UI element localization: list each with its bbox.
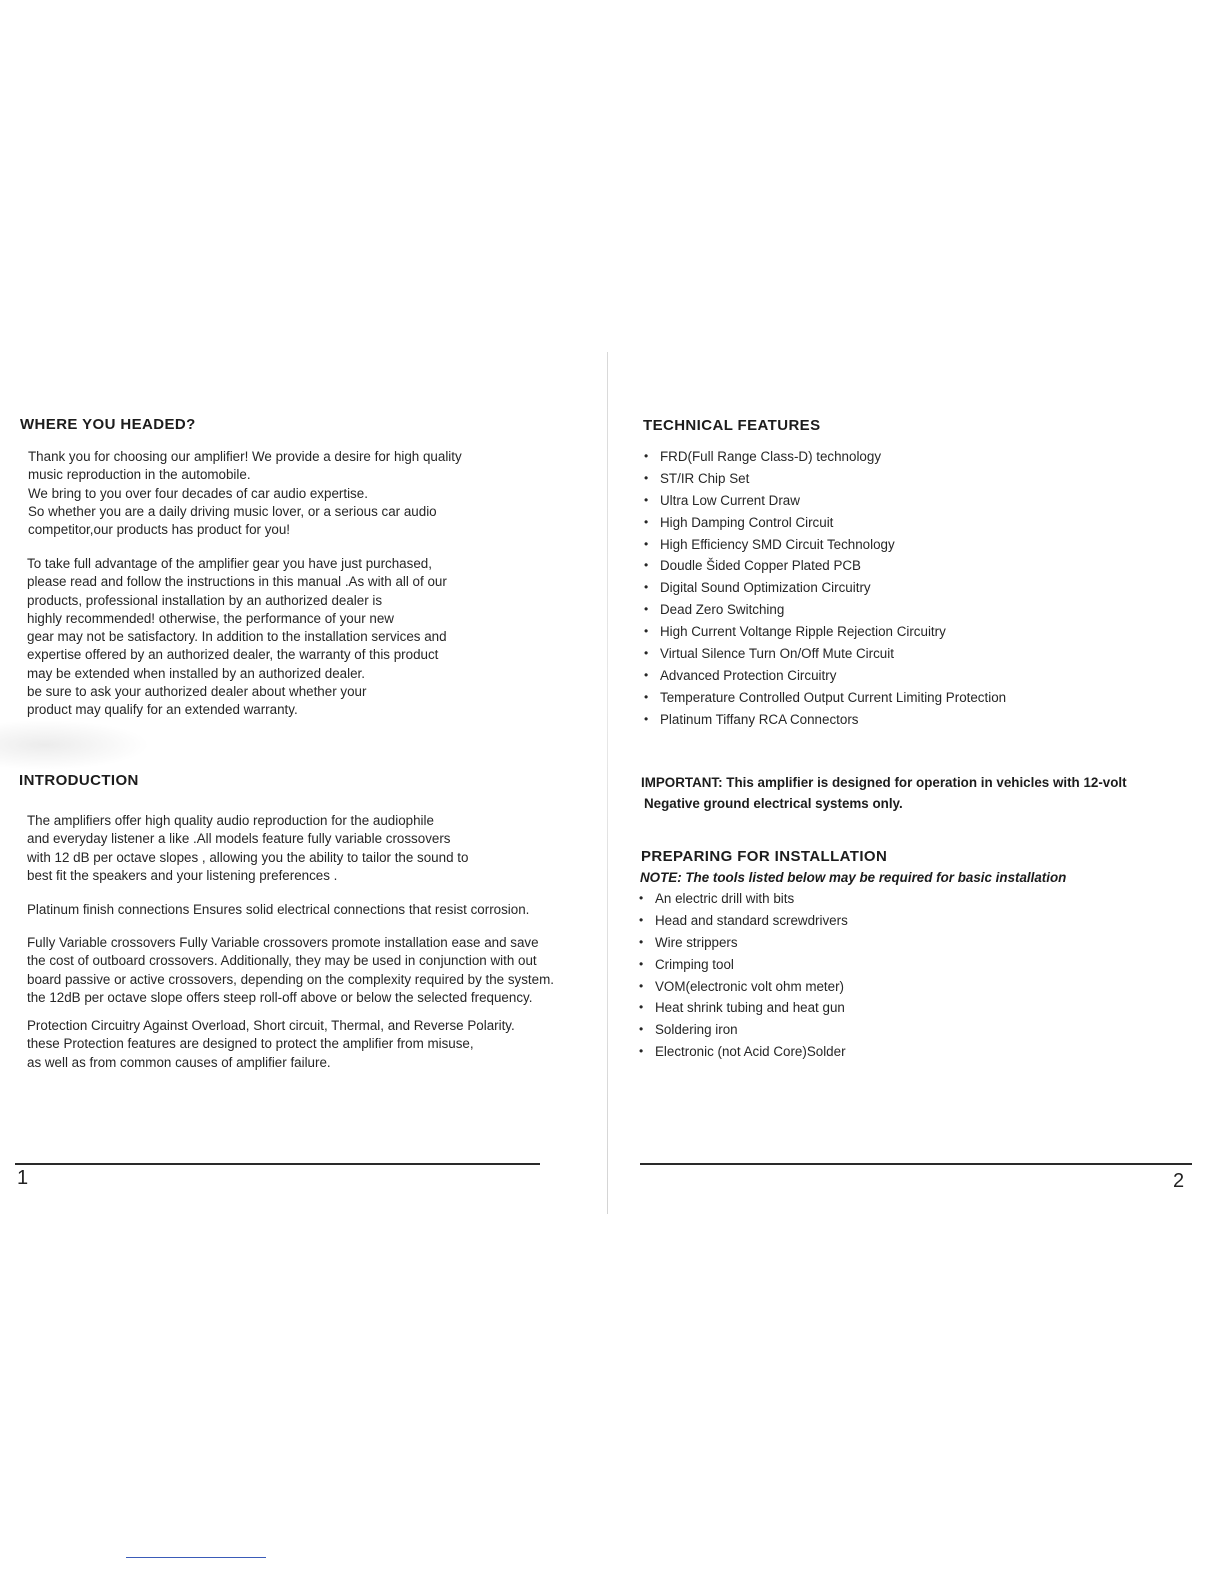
text-line: We bring to you over four decades of car audio expertise. <box>28 485 368 501</box>
list-item: • Ultra Low Current Draw <box>642 490 1006 512</box>
text-line: So whether you are a daily driving music lover, or a serious car audio <box>28 503 437 519</box>
text-line: expertise offered by an authorized dealer, the warranty of this product <box>27 647 439 663</box>
list-item: • Soldering iron <box>637 1019 848 1041</box>
text-line: competitor,our products has product for you! <box>28 522 290 538</box>
paragraph-crossovers <box>27 934 554 1007</box>
list-item: • VOM(electronic volt ohm meter) <box>637 976 848 998</box>
text-line: board passive or active crossovers, depending on the complexity required by the system. <box>27 971 554 987</box>
list-item: • Wire strippers <box>637 932 848 954</box>
list-item: • Dead Zero Switching <box>642 599 1006 621</box>
text-line: may be extended when installed by an authorized dealer. <box>27 665 365 681</box>
page-fold-line <box>607 352 608 1214</box>
text-line: Protection Circuitry Against Overload, Short circuit, Thermal, and Reverse Polarity. <box>27 1018 515 1033</box>
text-line: Fully Variable crossovers Fully Variable crossovers promote installation ease and save <box>27 935 539 950</box>
list-item: • Digital Sound Optimization Circuitry <box>642 577 1006 599</box>
list-item: • Virtual Silence Turn On/Off Mute Circuit <box>642 643 1006 665</box>
important-line: Negative ground electrical systems only. <box>644 796 903 811</box>
list-item: • High Damping Control Circuit <box>642 512 1006 534</box>
list-item: • Temperature Controlled Output Current Limiting Protection <box>642 687 1006 709</box>
technical-features-list <box>642 446 1006 731</box>
text-line: the cost of outboard crossovers. Additionally, they may be used in conjunction with out <box>27 953 537 969</box>
bottom-underline-mark <box>126 1557 266 1558</box>
list-item: • FRD(Full Range Class-D) technology <box>642 446 1006 468</box>
page-number-left: 1 <box>17 1167 29 1189</box>
scan-shadow <box>0 720 150 770</box>
important-line: IMPORTANT: This amplifier is designed for operation in vehicles with 12-volt <box>641 775 1127 790</box>
list-item: • High Efficiency SMD Circuit Technology <box>642 534 1006 556</box>
text-line: please read and follow the instructions in this manual .As with all of our <box>27 574 447 590</box>
paragraph-introduction <box>27 812 468 885</box>
text-line: Thank you for choosing our amplifier! We provide a desire for high quality <box>28 449 462 464</box>
text-line: these Protection features are designed to protect the amplifier from misuse, <box>27 1036 474 1052</box>
list-item: • ST/IR Chip Set <box>642 468 1006 490</box>
heading-preparing-installation: PREPARING FOR INSTALLATION <box>641 848 888 865</box>
text-line: product may qualify for an extended warranty. <box>27 702 298 718</box>
paragraph-thank-you <box>28 448 462 539</box>
heading-technical-features: TECHNICAL FEATURES <box>643 417 821 434</box>
heading-introduction: INTRODUCTION <box>19 772 139 789</box>
paragraph-full-advantage <box>27 555 447 720</box>
heading-where-you-headed: WHERE YOU HEADED? <box>20 416 196 433</box>
paragraph-protection <box>27 1017 515 1072</box>
list-item: • An electric drill with bits <box>637 888 848 910</box>
text-line: gear may not be satisfactory. In addition to the installation services and <box>27 629 447 645</box>
text-line: The amplifiers offer high quality audio reproduction for the audiophile <box>27 813 434 828</box>
paragraph-platinum-finish <box>27 901 529 919</box>
text-line: be sure to ask your authorized dealer about whether your <box>27 684 367 700</box>
page-number-right: 2 <box>1173 1170 1185 1192</box>
footer-rule-left <box>15 1163 540 1165</box>
text-line: Platinum finish connections Ensures solid electrical connections that resist corrosion. <box>27 902 530 917</box>
text-line: To take full advantage of the amplifier gear you have just purchased, <box>27 556 432 571</box>
text-line: the 12dB per octave slope offers steep roll-off above or below the selected frequency. <box>27 989 533 1005</box>
list-item: • Doudle Šided Copper Plated PCB <box>642 555 1006 577</box>
list-item: • Platinum Tiffany RCA Connectors <box>642 709 1006 731</box>
tools-note: NOTE: The tools listed below may be required for basic installation <box>640 870 1067 885</box>
text-line: best fit the speakers and your listening preferences . <box>27 867 338 883</box>
important-notice <box>641 772 1127 814</box>
list-item: • Advanced Protection Circuitry <box>642 665 1006 687</box>
text-line: highly recommended! otherwise, the performance of your new <box>27 610 394 626</box>
text-line: and everyday listener a like .All models feature fully variable crossovers <box>27 831 451 847</box>
list-item: • Heat shrink tubing and heat gun <box>637 997 848 1019</box>
tools-list <box>637 888 848 1063</box>
text-line: with 12 dB per octave slopes , allowing you the ability to tailor the sound to <box>27 849 469 865</box>
text-line: products, professional installation by an authorized dealer is <box>27 592 383 608</box>
list-item: • High Current Voltange Ripple Rejection Circuitry <box>642 621 1006 643</box>
footer-rule-right <box>640 1163 1192 1165</box>
text-line: as well as from common causes of amplifier failure. <box>27 1054 331 1070</box>
text-line: music reproduction in the automobile. <box>28 467 251 483</box>
list-item: • Head and standard screwdrivers <box>637 910 848 932</box>
list-item: • Electronic (not Acid Core)Solder <box>637 1041 848 1063</box>
list-item: • Crimping tool <box>637 954 848 976</box>
